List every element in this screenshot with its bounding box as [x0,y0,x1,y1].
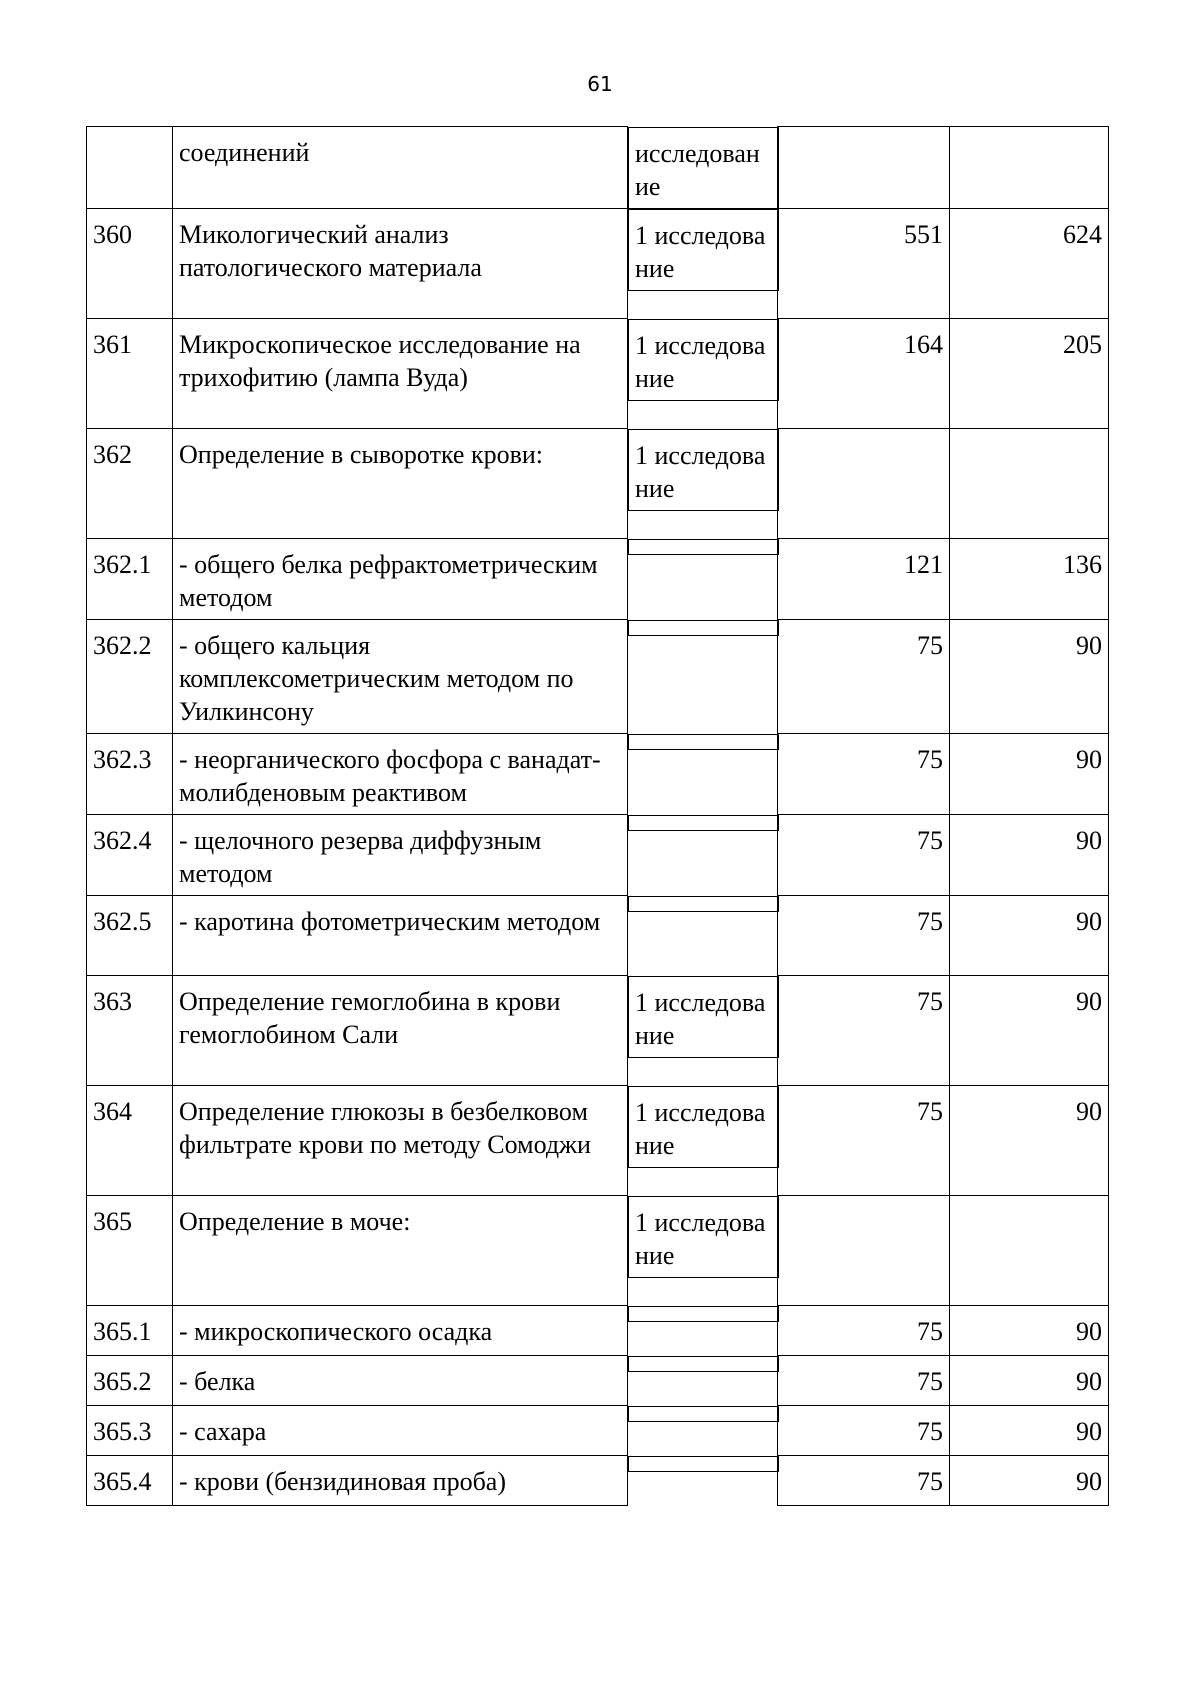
price-2-cell: 90 [950,1306,1109,1356]
price-2-cell: 90 [950,1356,1109,1406]
price-1-cell: 75 [778,1356,950,1406]
unit-cell [628,896,779,912]
service-name-cell: - общего кальция комплексометрическим методом по Уилкинсону [173,620,628,734]
row-number-cell: 365.4 [87,1456,173,1506]
price-2-cell: 136 [950,539,1109,620]
service-name-cell: - белка [173,1356,628,1406]
unit-cell [628,1456,779,1472]
service-name-cell: Определение гемоглобина в крови гемоглобином Сали [173,976,628,1086]
price-2-cell [950,429,1109,539]
table-row [87,976,1109,1086]
row-number-cell: 362.5 [87,896,173,976]
row-number-cell: 364 [87,1086,173,1196]
price-2-cell [950,1196,1109,1306]
service-name-cell: - общего белка рефрактометрическим методом [173,539,628,620]
row-number-cell [87,127,173,209]
price-2-cell: 90 [950,1406,1109,1456]
service-name-cell: - каротина фотометрическим методом [173,896,628,976]
service-name-cell: Определение в моче: [173,1196,628,1306]
table-row [87,1306,1109,1356]
row-number-cell: 362 [87,429,173,539]
price-1-cell [778,429,950,539]
unit-cell [628,1306,779,1322]
unit-cell: исследование [628,127,779,209]
price-1-cell: 164 [778,319,950,429]
row-number-cell: 365.2 [87,1356,173,1406]
service-name-cell: - крови (бензидиновая проба) [173,1456,628,1506]
price-table [86,126,1109,1506]
unit-cell [628,539,779,555]
row-number-cell: 365 [87,1196,173,1306]
unit-cell [628,620,779,636]
table-row [87,620,1109,734]
service-name-cell: Микологический анализ патологического материала [173,209,628,319]
table-row [87,896,1109,976]
price-2-cell: 205 [950,319,1109,429]
price-2-cell: 90 [950,1456,1109,1506]
price-1-cell: 75 [778,1086,950,1196]
price-1-cell: 75 [778,815,950,896]
unit-cell: 1 исследование [628,209,779,291]
price-2-cell: 624 [950,209,1109,319]
table-row [87,539,1109,620]
price-2-cell: 90 [950,815,1109,896]
table-row [87,1086,1109,1196]
price-1-cell: 75 [778,1306,950,1356]
price-1-cell: 75 [778,734,950,815]
price-1-cell: 551 [778,209,950,319]
service-name-cell: Определение глюкозы в безбелковом фильтрате крови по методу Сомоджи [173,1086,628,1196]
price-2-cell: 90 [950,896,1109,976]
row-number-cell: 362.1 [87,539,173,620]
price-1-cell [778,1196,950,1306]
table-row [87,1196,1109,1306]
table-row [87,1406,1109,1456]
price-2-cell: 90 [950,734,1109,815]
unit-cell: 1 исследование [628,319,779,401]
table-row [87,209,1109,319]
price-1-cell: 75 [778,896,950,976]
unit-cell: 1 исследование [628,976,779,1058]
unit-cell [628,1356,779,1372]
price-2-cell: 90 [950,1086,1109,1196]
price-1-cell: 75 [778,1456,950,1506]
service-name-cell: - неорганического фосфора с ванадат-молибденовым реактивом [173,734,628,815]
table-row [87,429,1109,539]
row-number-cell: 361 [87,319,173,429]
price-2-cell: 90 [950,976,1109,1086]
service-name-cell: - сахара [173,1406,628,1456]
table-row [87,1356,1109,1406]
price-1-cell [778,127,950,209]
unit-cell [628,1406,779,1422]
price-2-cell [950,127,1109,209]
table-row [87,319,1109,429]
row-number-cell: 362.3 [87,734,173,815]
row-number-cell: 362.2 [87,620,173,734]
page-number: 61 [587,72,613,96]
unit-cell: 1 исследование [628,1196,779,1278]
unit-cell: 1 исследование [628,1086,779,1168]
row-number-cell: 365.1 [87,1306,173,1356]
price-1-cell: 75 [778,1406,950,1456]
service-name-cell: - щелочного резерва диффузным методом [173,815,628,896]
price-1-cell: 121 [778,539,950,620]
service-name-cell: Микроскопическое исследование на трихофитию (лампа Вуда) [173,319,628,429]
unit-cell [628,734,779,750]
price-1-cell: 75 [778,976,950,1086]
table-row [87,734,1109,815]
table-row [87,127,1109,209]
service-name-cell: соединений [173,127,628,209]
row-number-cell: 360 [87,209,173,319]
table-body [87,127,1109,1506]
service-name-cell: - микроскопического осадка [173,1306,628,1356]
row-number-cell: 362.4 [87,815,173,896]
unit-cell: 1 исследование [628,429,779,511]
unit-cell [628,815,779,831]
row-number-cell: 365.3 [87,1406,173,1456]
price-2-cell: 90 [950,620,1109,734]
table-row [87,1456,1109,1506]
service-name-cell: Определение в сыворотке крови: [173,429,628,539]
table-row [87,815,1109,896]
price-1-cell: 75 [778,620,950,734]
row-number-cell: 363 [87,976,173,1086]
